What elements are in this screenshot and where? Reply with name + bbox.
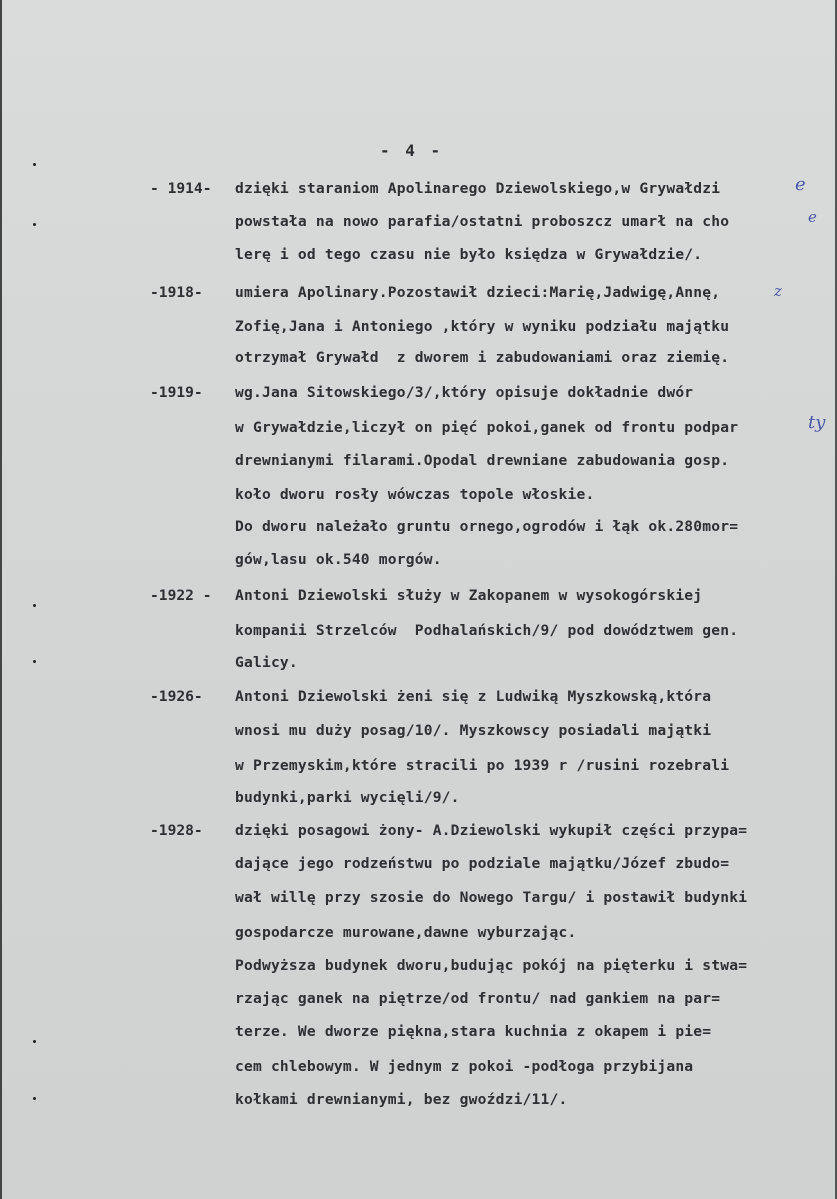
handwritten-correction: e xyxy=(795,174,806,195)
margin-mark xyxy=(33,223,36,226)
entry-line: kołkami drewnianymi, bez gwoździ/11/. xyxy=(235,1091,568,1108)
margin-mark xyxy=(33,163,36,166)
entry-line: otrzymał Grywałd z dworem i zabudowaniami oraz ziemię. xyxy=(235,349,730,366)
entry-line: Do dworu należało gruntu ornego,ogrodów i łąk ok.280mor= xyxy=(235,518,739,535)
page-number: - 4 - xyxy=(380,141,444,160)
entry-line: cem chlebowym. W jednym z pokoi -podłoga przybijana xyxy=(235,1058,694,1075)
entry-line: w Grywałdzie,liczył on pięć pokoi,ganek od frontu podpar xyxy=(235,419,739,436)
entry-line: koło dworu rosły wówczas topole włoskie. xyxy=(235,486,595,503)
entry-year: -1928- xyxy=(150,822,203,839)
entry-year: -1918- xyxy=(150,284,203,301)
entry-line: Zofię,Jana i Antoniego ,który w wyniku podziału majątku xyxy=(235,318,730,335)
margin-mark xyxy=(33,660,36,663)
entry-line: kompanii Strzelców Podhalańskich/9/ pod dowództwem gen. xyxy=(235,622,739,639)
margin-mark xyxy=(33,1097,36,1100)
entry-year: - 1914- xyxy=(150,180,212,197)
entry-line: rzając ganek na piętrze/od frontu/ nad gankiem na par= xyxy=(235,990,721,1007)
entry-line: wał willę przy szosie do Nowego Targu/ i postawił budynki xyxy=(235,889,748,906)
entry-line: Podwyższa budynek dworu,budując pokój na pięterku i stwa= xyxy=(235,957,748,974)
entry-line: dzięki posagowi żony- A.Dziewolski wykupił części przypa= xyxy=(235,822,748,839)
entry-line: wg.Jana Sitowskiego/3/,który opisuje dokładnie dwór xyxy=(235,384,694,401)
handwritten-correction: e xyxy=(808,208,817,226)
entry-year: -1919- xyxy=(150,384,203,401)
entry-line: dające jego rodzeństwu po podziale majątku/Józef zbudo= xyxy=(235,855,730,872)
handwritten-correction: z xyxy=(774,282,782,300)
entry-line: dzięki staraniom Apolinarego Dziewolskiego,w Grywałdzi xyxy=(235,180,721,197)
margin-mark xyxy=(33,604,36,607)
entry-line: Galicy. xyxy=(235,654,298,671)
handwritten-correction: ty xyxy=(808,412,826,433)
entry-line: budynki,parki wycięli/9/. xyxy=(235,789,460,806)
entry-line: Antoni Dziewolski służy w Zakopanem w wysokogórskiej xyxy=(235,587,703,604)
margin-mark xyxy=(33,1040,36,1043)
entry-line: umiera Apolinary.Pozostawił dzieci:Marię,Jadwigę,Annę, xyxy=(235,284,721,301)
entry-line: drewnianymi filarami.Opodal drewniane zabudowania gosp. xyxy=(235,452,730,469)
entry-year: -1922 - xyxy=(150,587,212,604)
entry-line: w Przemyskim,które stracili po 1939 r /rusini rozebrali xyxy=(235,757,730,774)
entry-line: gów,lasu ok.540 morgów. xyxy=(235,551,442,568)
entry-line: powstała na nowo parafia/ostatni proboszcz umarł na cho xyxy=(235,213,730,230)
entry-line: Antoni Dziewolski żeni się z Ludwiką Myszkowską,która xyxy=(235,688,712,705)
entry-line: gospodarcze murowane,dawne wyburzając. xyxy=(235,924,577,941)
entry-line: terze. We dworze piękna,stara kuchnia z okapem i pie= xyxy=(235,1023,712,1040)
entry-line: wnosi mu duży posag/10/. Myszkowscy posiadali majątki xyxy=(235,722,712,739)
entry-year: -1926- xyxy=(150,688,203,705)
entry-line: lerę i od tego czasu nie było księdza w Grywałdzie/. xyxy=(235,246,703,263)
